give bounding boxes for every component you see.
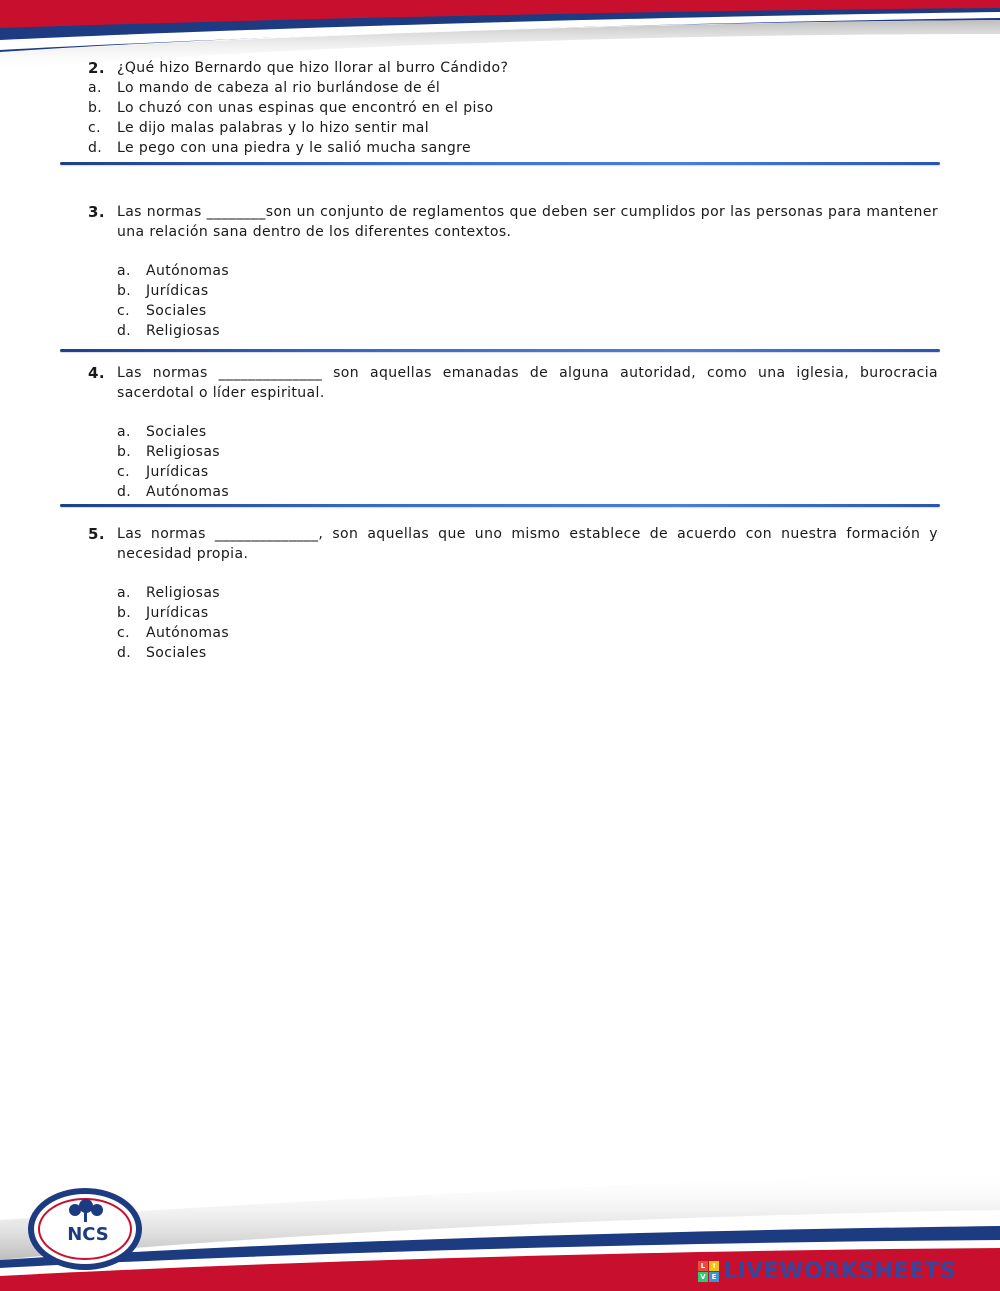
option-text: Sociales <box>146 424 207 440</box>
option-letter: d. <box>117 484 132 500</box>
badge-letter: E <box>709 1272 719 1282</box>
question-text: Las normas ________son un conjunto de reglamentos que deben ser cumplidos por las personas para mantener una relación sana dentro de los diferentes contextos. <box>117 204 938 240</box>
badge-letter: I <box>709 1261 719 1271</box>
option-letter: a. <box>117 263 131 279</box>
option-list <box>88 261 938 341</box>
option-a[interactable] <box>88 78 938 98</box>
option-a[interactable] <box>117 261 938 281</box>
option-text: Lo mando de cabeza al rio burlándose de él <box>117 80 441 96</box>
question-number: 4. <box>88 364 105 382</box>
separator-line <box>60 349 940 352</box>
option-list <box>88 422 938 502</box>
option-d[interactable] <box>88 138 938 158</box>
option-c[interactable] <box>117 462 938 482</box>
option-text: Jurídicas <box>146 283 209 299</box>
option-d[interactable] <box>117 482 938 502</box>
option-letter: d. <box>117 323 132 339</box>
question-text: Las normas ______________, son aquellas que uno mismo establece de acuerdo con nuestra formación y necesidad propia. <box>117 526 938 562</box>
option-letter: d. <box>117 645 132 661</box>
option-list <box>88 583 938 663</box>
option-letter: a. <box>117 424 131 440</box>
option-text: Religiosas <box>146 444 220 460</box>
question-5 <box>88 524 938 663</box>
option-text: Autónomas <box>146 263 230 279</box>
separator-line <box>60 162 940 165</box>
option-text: Le dijo malas palabras y lo hizo sentir mal <box>117 120 430 136</box>
option-letter: b. <box>117 605 132 621</box>
option-text: Le pego con una piedra y le salió mucha sangre <box>117 140 472 156</box>
logo-text: NCS <box>67 1224 109 1245</box>
option-text: Sociales <box>146 303 207 319</box>
option-c[interactable] <box>117 301 938 321</box>
option-letter: b. <box>88 100 103 116</box>
badge-letter: L <box>698 1261 708 1271</box>
option-text: Jurídicas <box>146 605 209 621</box>
option-a[interactable] <box>117 583 938 603</box>
option-text: Religiosas <box>146 323 220 339</box>
option-b[interactable] <box>117 442 938 462</box>
separator-line <box>60 504 940 507</box>
option-letter: c. <box>117 625 130 641</box>
option-c[interactable] <box>117 623 938 643</box>
question-3 <box>88 202 938 341</box>
liveworksheets-text: LIVEWORKSHEETS <box>723 1258 957 1284</box>
option-text: Sociales <box>146 645 207 661</box>
question-2 <box>88 58 938 158</box>
badge-letter: V <box>698 1272 708 1282</box>
option-letter: a. <box>117 585 131 601</box>
option-b[interactable] <box>117 603 938 623</box>
option-a[interactable] <box>117 422 938 442</box>
option-text: Lo chuzó con unas espinas que encontró en el piso <box>117 100 494 116</box>
liveworksheets-badge[interactable] <box>698 1260 988 1282</box>
option-text: Religiosas <box>146 585 220 601</box>
option-c[interactable] <box>88 118 938 138</box>
option-text: Autónomas <box>146 484 230 500</box>
option-d[interactable] <box>117 321 938 341</box>
option-d[interactable] <box>117 643 938 663</box>
option-b[interactable] <box>88 98 938 118</box>
liveworksheets-icon <box>698 1261 719 1282</box>
option-b[interactable] <box>117 281 938 301</box>
option-letter: c. <box>117 303 130 319</box>
option-letter: c. <box>117 464 130 480</box>
question-4 <box>88 363 938 502</box>
option-letter: b. <box>117 283 132 299</box>
question-text: Las normas ______________ son aquellas emanadas de alguna autoridad, como una iglesia, burocracia sacerdotal o líder espiritual. <box>117 365 938 401</box>
option-letter: a. <box>88 80 102 96</box>
question-number: 3. <box>88 203 105 221</box>
option-letter: c. <box>88 120 101 136</box>
option-text: Autónomas <box>146 625 230 641</box>
question-text: ¿Qué hizo Bernardo que hizo llorar al burro Cándido? <box>117 60 509 76</box>
option-letter: b. <box>117 444 132 460</box>
option-text: Jurídicas <box>146 464 209 480</box>
question-number: 5. <box>88 525 105 543</box>
option-letter: d. <box>88 140 103 156</box>
question-number: 2. <box>88 59 105 77</box>
